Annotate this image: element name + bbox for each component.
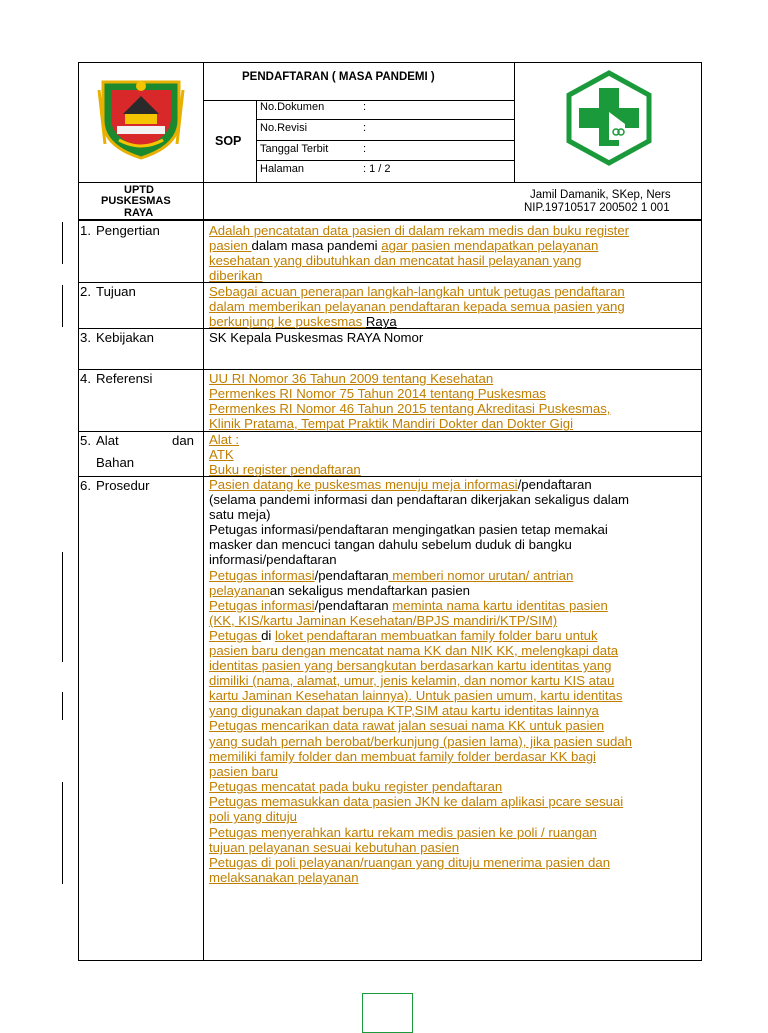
kebijakan-line: SK Kepala Puskesmas RAYA Nomor	[209, 330, 424, 345]
pengertian-line: diberikan	[209, 268, 263, 283]
tujuan-segment: Raya	[365, 314, 397, 329]
divider	[256, 140, 514, 141]
alat-line: ATK	[209, 447, 234, 462]
doc-number-label: No.Dokumen	[260, 101, 325, 113]
section-label-prosedur: Prosedur	[96, 478, 150, 493]
prosedur-line: poli yang dituju	[209, 809, 297, 824]
issue-date-label: Tanggal Terbit	[260, 143, 329, 155]
prosedur-segment: /pendaftaran	[314, 598, 393, 613]
prosedur-line: informasi/pendaftaran	[209, 552, 337, 567]
prosedur-line: Petugas mencatat pada buku register pendaftaran	[209, 779, 503, 794]
pengertian-line: Adalah pencatatan data pasien di dalam rekam medis dan buku register	[209, 223, 630, 238]
prosedur-line	[209, 477, 697, 492]
divider	[256, 160, 514, 161]
prosedur-line: dimiliki (nama, alamat, umur, jenis kelamin, dan nomor kartu KIS atau	[209, 673, 615, 688]
prosedur-line: masker dan mencuci tangan dahulu sebelum duduk di bangku	[209, 537, 572, 552]
green-frame-box	[362, 993, 413, 1033]
prosedur-segment: pelayanan	[209, 583, 270, 598]
referensi-line: Permenkes RI Nomor 75 Tahun 2014 tentang Puskesmas	[209, 386, 546, 401]
pengertian-segment: agar pasien mendapatkan pelayanan	[381, 238, 599, 253]
alat-line: Alat :	[209, 432, 240, 447]
divider	[78, 182, 702, 183]
margin-mark	[62, 552, 63, 662]
tujuan-line	[209, 314, 697, 329]
referensi-line: UU RI Nomor 36 Tahun 2009 tentang Kesehatan	[209, 371, 494, 386]
signer-name: Jamil Damanik, SKep, Ners	[530, 189, 671, 201]
divider	[203, 100, 514, 101]
puskesmas-logo	[563, 70, 655, 166]
prosedur-line: (KK, KIS/kartu Jaminan Kesehatan/BPJS mandiri/KTP/SIM)	[209, 613, 558, 628]
regional-coat-of-arms-logo	[95, 70, 187, 160]
prosedur-segment: loket pendaftaran membuatkan family folder baru untuk	[275, 628, 598, 643]
section-label-referensi: Referensi	[96, 371, 153, 386]
pengertian-segment: dalam masa pandemi	[251, 238, 382, 253]
prosedur-line: satu meja)	[209, 507, 271, 522]
prosedur-line: Petugas informasi/pendaftaran mengingatkan pasien tetap memakai	[209, 522, 608, 537]
section-number: 1.	[80, 223, 91, 238]
page-label: Halaman	[260, 163, 305, 175]
issue-date-value: :	[363, 143, 367, 155]
section-label-kebijakan: Kebijakan	[96, 330, 154, 345]
prosedur-segment: di	[261, 628, 275, 643]
pengertian-line: kesehatan yang dibutuhkan dan mencatat hasil pelayanan yang	[209, 253, 582, 268]
margin-mark	[62, 285, 63, 327]
prosedur-segment: /pendaftaran	[517, 477, 592, 492]
section-label-tujuan: Tujuan	[96, 284, 136, 299]
prosedur-line	[209, 583, 697, 598]
divider	[256, 100, 257, 182]
divider	[78, 220, 79, 960]
tujuan-line: dalam memberikan pelayanan pendaftaran kepada semua pasien yang	[209, 299, 625, 314]
section-number: 4.	[80, 371, 91, 386]
referensi-line: Permenkes RI Nomor 46 Tahun 2015 tentang Akreditasi Puskesmas,	[209, 401, 611, 416]
section-label-pengertian: Pengertian	[96, 223, 160, 238]
prosedur-segment: Petugas informasi	[209, 598, 315, 613]
prosedur-segment: Petugas	[209, 628, 262, 643]
doc-number-value: :	[363, 101, 367, 113]
section-label-bahan: Bahan	[96, 455, 135, 470]
referensi-line: Klinik Pratama, Tempat Praktik Mandiri Dokter dan Dokter Gigi	[209, 416, 574, 431]
prosedur-segment: memberi nomor urutan/ antrian	[388, 568, 574, 583]
org-name-line2: PUSKESMAS	[101, 195, 171, 207]
prosedur-line: Petugas menyerahkan kartu rekam medis pasien ke poli / ruangan	[209, 825, 597, 840]
sop-label: SOP	[215, 134, 242, 148]
margin-mark	[62, 692, 63, 720]
org-name-line1: UPTD	[124, 184, 154, 196]
prosedur-line: yang sudah pernah berobat/berkunjung (pasien lama), jika pasien sudah	[209, 734, 633, 749]
prosedur-segment: an sekaligus mendaftarkan pasien	[269, 583, 471, 598]
prosedur-segment: Pasien datang ke puskesmas menuju meja informasi	[209, 477, 518, 492]
pengertian-segment: pasien	[209, 238, 252, 253]
section-number: 2.	[80, 284, 91, 299]
prosedur-line: pasien baru dengan mencatat nama KK dan NIK KK, melengkapi data	[209, 643, 619, 658]
margin-mark	[62, 222, 63, 264]
revision-value: :	[363, 122, 367, 134]
prosedur-segment: /pendaftaran	[314, 568, 389, 583]
prosedur-line: memiliki family folder dan membuat family folder berdasar KK bagi	[209, 749, 596, 764]
divider	[78, 369, 702, 370]
divider	[203, 62, 204, 960]
page-value: : 1 / 2	[363, 163, 391, 175]
prosedur-line: Petugas mencarikan data rawat jalan sesuai nama KK untuk pasien	[209, 718, 605, 733]
pengertian-line	[209, 238, 697, 253]
section-number: 3.	[80, 330, 91, 345]
prosedur-line: tujuan pelayanan sesuai kebutuhan pasien	[209, 840, 460, 855]
section-label-dan: dan	[172, 433, 195, 448]
prosedur-line: melaksanakan pelayanan	[209, 870, 359, 885]
divider	[78, 960, 702, 961]
section-number: 6.	[80, 478, 91, 493]
section-number: 5.	[80, 433, 91, 448]
revision-label: No.Revisi	[260, 122, 308, 134]
prosedur-line: yang digunakan dapat berupa KTP,SIM atau kartu identitas lainnya	[209, 703, 599, 718]
prosedur-line: pasien baru	[209, 764, 278, 779]
prosedur-line	[209, 628, 697, 643]
org-name-line3: RAYA	[124, 207, 154, 219]
tujuan-segment: berkunjung ke puskesmas	[209, 314, 366, 329]
prosedur-line: (selama pandemi informasi dan pendaftaran dikerjakan sekaligus dalam	[209, 492, 630, 507]
prosedur-line: identitas pasien yang bersangkutan berdasarkan kartu identitas yang	[209, 658, 612, 673]
tujuan-line: Sebagai acuan penerapan langkah-langkah untuk petugas pendaftaran	[209, 284, 625, 299]
divider	[514, 62, 515, 182]
divider	[78, 220, 702, 221]
alat-line: Buku register pendaftaran	[209, 462, 361, 477]
prosedur-line: kartu Jaminan Kesehatan lainnya). Untuk pasien umum, kartu identitas	[209, 688, 623, 703]
prosedur-segment: Petugas informasi	[209, 568, 315, 583]
divider	[256, 119, 514, 120]
margin-mark	[62, 782, 63, 884]
prosedur-line	[209, 568, 697, 583]
signer-nip: NIP.19710517 200502 1 001	[524, 202, 670, 214]
document-title: PENDAFTARAN ( MASA PANDEMI )	[242, 71, 435, 83]
prosedur-line	[209, 598, 697, 613]
prosedur-segment: meminta nama kartu identitas pasien	[392, 598, 608, 613]
divider	[701, 220, 702, 960]
prosedur-line: Petugas di poli pelayanan/ruangan yang dituju menerima pasien dan	[209, 855, 611, 870]
section-label-alat: Alat	[96, 433, 119, 448]
prosedur-line: Petugas memasukkan data pasien JKN ke dalam aplikasi pcare sesuai	[209, 794, 624, 809]
